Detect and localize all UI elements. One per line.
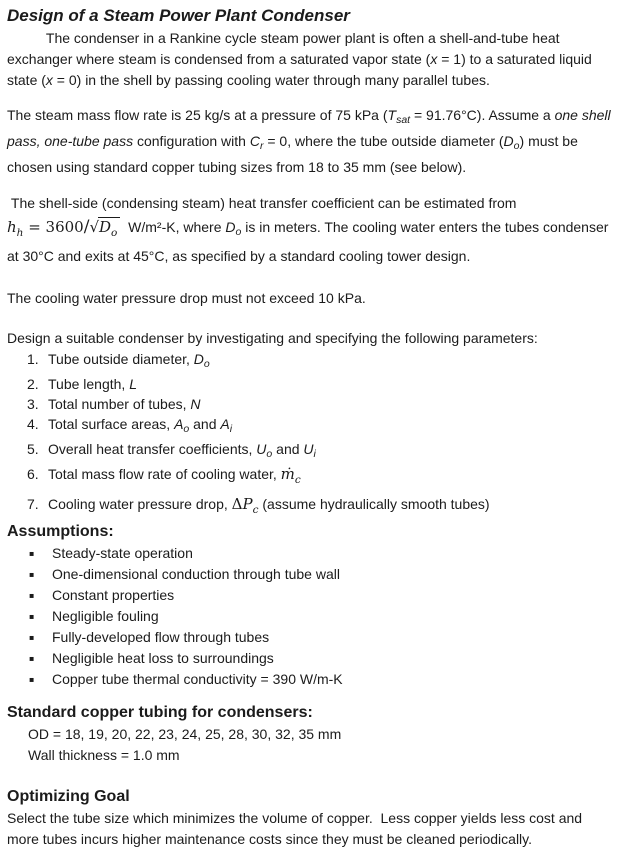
text-run: h [16,227,24,239]
text-run: i [313,448,316,460]
text-line [7,28,629,49]
list-item-text [48,374,137,394]
text-line [7,214,629,246]
text-run: r [259,140,264,152]
text-run: D [99,218,112,236]
text-run: ṁ [280,465,295,483]
text-run: and [272,441,304,457]
list-item [27,464,629,490]
steam-flow-paragraph [7,105,629,178]
list-number: 1. [27,351,39,367]
list-item-text [52,606,159,627]
text-run: Copper tube thermal conductivity = 390 W/m-K [52,671,343,687]
text-run: = 3600 [23,218,84,236]
list-item-text [52,669,343,690]
text-run: Negligible fouling [52,608,159,624]
copper-tubing-specs [7,724,629,766]
text-line [7,131,629,157]
text-run: is in meters. The cooling water enters the tubes condenser [241,219,609,235]
square-bullet-icon: ▪ [29,654,35,663]
text-run: x [430,51,438,67]
text-run: The steam mass flow rate is 25 kg/s at a pressure of 75 kPa ( [7,107,388,123]
list-item [29,669,629,690]
text-run: Wall thickness = 1.0 mm [28,747,180,763]
text-run: state ( [7,72,46,88]
square-bullet-icon: ▪ [29,570,35,579]
list-item-text [52,543,193,564]
list-item [27,439,629,464]
square-bullet-icon: ▪ [29,633,35,642]
text-run: o [111,227,118,239]
document-title [7,3,629,28]
text-run: Assumptions: [7,523,114,540]
text-run: Constant properties [52,587,175,603]
text-run: at 30°C and exits at 45°C, as specified by a standard cooling tower design. [7,248,471,264]
text-run: Cooling water pressure drop, [48,496,232,512]
list-item [29,627,629,648]
list-item-text [52,627,269,648]
square-bullet-icon: ▪ [29,591,35,600]
text-run: configuration with [133,133,250,149]
text-run: U [303,441,314,457]
text-run: The condenser in a Rankine cycle steam power plant is often a shell-and-tube heat [7,30,560,46]
text-run [98,217,120,242]
text-run: Total mass flow rate of cooling water, [48,466,281,482]
list-number: 6. [27,466,39,482]
text-run: Δ [231,495,243,513]
text-run: The shell-side (condensing steam) heat transfer coefficient can be estimated from [7,195,517,211]
optimizing-goal-heading [7,786,629,808]
text-run: L [129,376,138,392]
text-run: = 0, where the tube outside diameter ( [263,133,504,149]
list-item-text [52,648,274,669]
list-item [29,543,629,564]
list-number: 5. [27,441,39,457]
text-run: one shell [554,107,611,123]
text-run: / [83,217,90,237]
list-item [27,414,629,439]
text-run: Negligible heat loss to surroundings [52,650,274,666]
text-run: = 0) in the shell by passing cooling water through many parallel tubes. [52,72,490,88]
list-item-text [48,349,210,374]
text-run: C [249,133,260,149]
text-run: Steady-state operation [52,545,193,561]
text-line [7,808,629,829]
text-run: Design of a Steam Power Plant Condenser [7,6,350,25]
text-run: exchanger where steam is condensed from a saturated vapor state ( [7,51,431,67]
text-run: = 91.76°C). Assume a [410,107,555,123]
text-line [7,157,629,178]
text-run: chosen using standard copper tubing sizes from 18 to 35 mm (see below). [7,159,467,175]
list-item-text [48,493,490,521]
text-run: o [266,448,273,460]
pressure-drop-paragraph [7,288,629,309]
text-run: x [45,72,53,88]
text-run: sat [396,114,411,126]
text-run: A [220,416,230,432]
text-run: and [189,416,221,432]
text-run: Tube length, [48,376,130,392]
text-run: (assume hydraulically smooth tubes) [258,496,490,512]
optimizing-goal-paragraph [7,808,629,850]
list-item [27,394,629,414]
text-line [7,105,629,131]
text-run: √ [89,218,100,236]
square-bullet-icon: ▪ [29,612,35,621]
list-item [29,585,629,606]
list-item [29,564,629,585]
assumptions-list [7,543,629,690]
list-item [27,349,629,374]
list-item-text [52,585,174,606]
text-run: h [7,218,17,236]
text-line [7,70,629,91]
text-run: Standard copper tubing for condensers: [7,704,313,721]
list-number: 3. [27,396,39,412]
copper-tubing-heading [7,702,629,724]
intro-paragraph [7,28,629,91]
heat-transfer-paragraph [7,193,629,267]
list-item [27,374,629,394]
assumptions-heading [7,521,629,543]
text-run: Fully-developed flow through tubes [52,629,270,645]
text-run: o [183,423,190,435]
text-run: Total surface areas, [48,416,175,432]
design-task-paragraph [7,328,629,349]
text-line [7,288,629,309]
text-run: U [256,441,267,457]
text-run: Tube outside diameter, [48,351,194,367]
list-item-text [48,439,316,464]
text-run: c [294,474,301,486]
text-run: ) must be [519,133,578,149]
list-item [29,606,629,627]
text-run: o [203,358,210,370]
text-line [7,829,629,850]
text-run: more tubes incurs higher maintenance costs since they must be cleaned periodically. [7,831,533,847]
text-run: N [190,396,201,412]
text-run: c [252,504,259,516]
list-number: 2. [27,376,39,392]
text-run: A [174,416,184,432]
text-run: One-dimensional conduction through tube wall [52,566,340,582]
square-bullet-icon: ▪ [29,675,35,684]
text-run: P [242,495,253,513]
text-run: OD = 18, 19, 20, 22, 23, 24, 25, 28, 30, 32, 35 mm [28,726,342,742]
text-run: o [235,226,242,238]
text-run: T [387,107,397,123]
square-bullet-icon: ▪ [29,549,35,558]
text-run: W/m²-K, where [120,219,226,235]
text-run: o [513,140,520,152]
list-number: 4. [27,416,39,432]
text-run: Optimizing Goal [7,788,130,805]
text-run: The cooling water pressure drop must not exceed 10 kPa. [7,290,366,306]
text-line [7,193,629,214]
text-line [7,246,629,267]
text-run: Select the tube size which minimizes the volume of copper. Less copper yields less cost and [7,810,583,826]
text-run: i [229,423,233,435]
text-run: Total number of tubes, [48,396,191,412]
list-item-text [48,394,201,414]
text-run: Overall heat transfer coefficients, [48,441,257,457]
text-line [7,328,629,349]
list-item [29,648,629,669]
text-run: D [193,351,204,367]
text-line [28,745,629,766]
list-item-text [48,464,301,490]
design-parameters-list [7,349,629,521]
list-item [27,493,629,521]
text-run: D [503,133,514,149]
text-run: Design a suitable condenser by investigating and specifying the following parameters: [7,330,538,346]
list-item-text [52,564,340,585]
list-item-text [48,414,232,439]
text-line [28,724,629,745]
text-line [7,49,629,70]
text-run: pass, one-tube pass [7,133,134,149]
list-number: 7. [27,496,39,512]
text-run: D [225,219,236,235]
text-run: = 1) to a saturated liquid [437,51,592,67]
